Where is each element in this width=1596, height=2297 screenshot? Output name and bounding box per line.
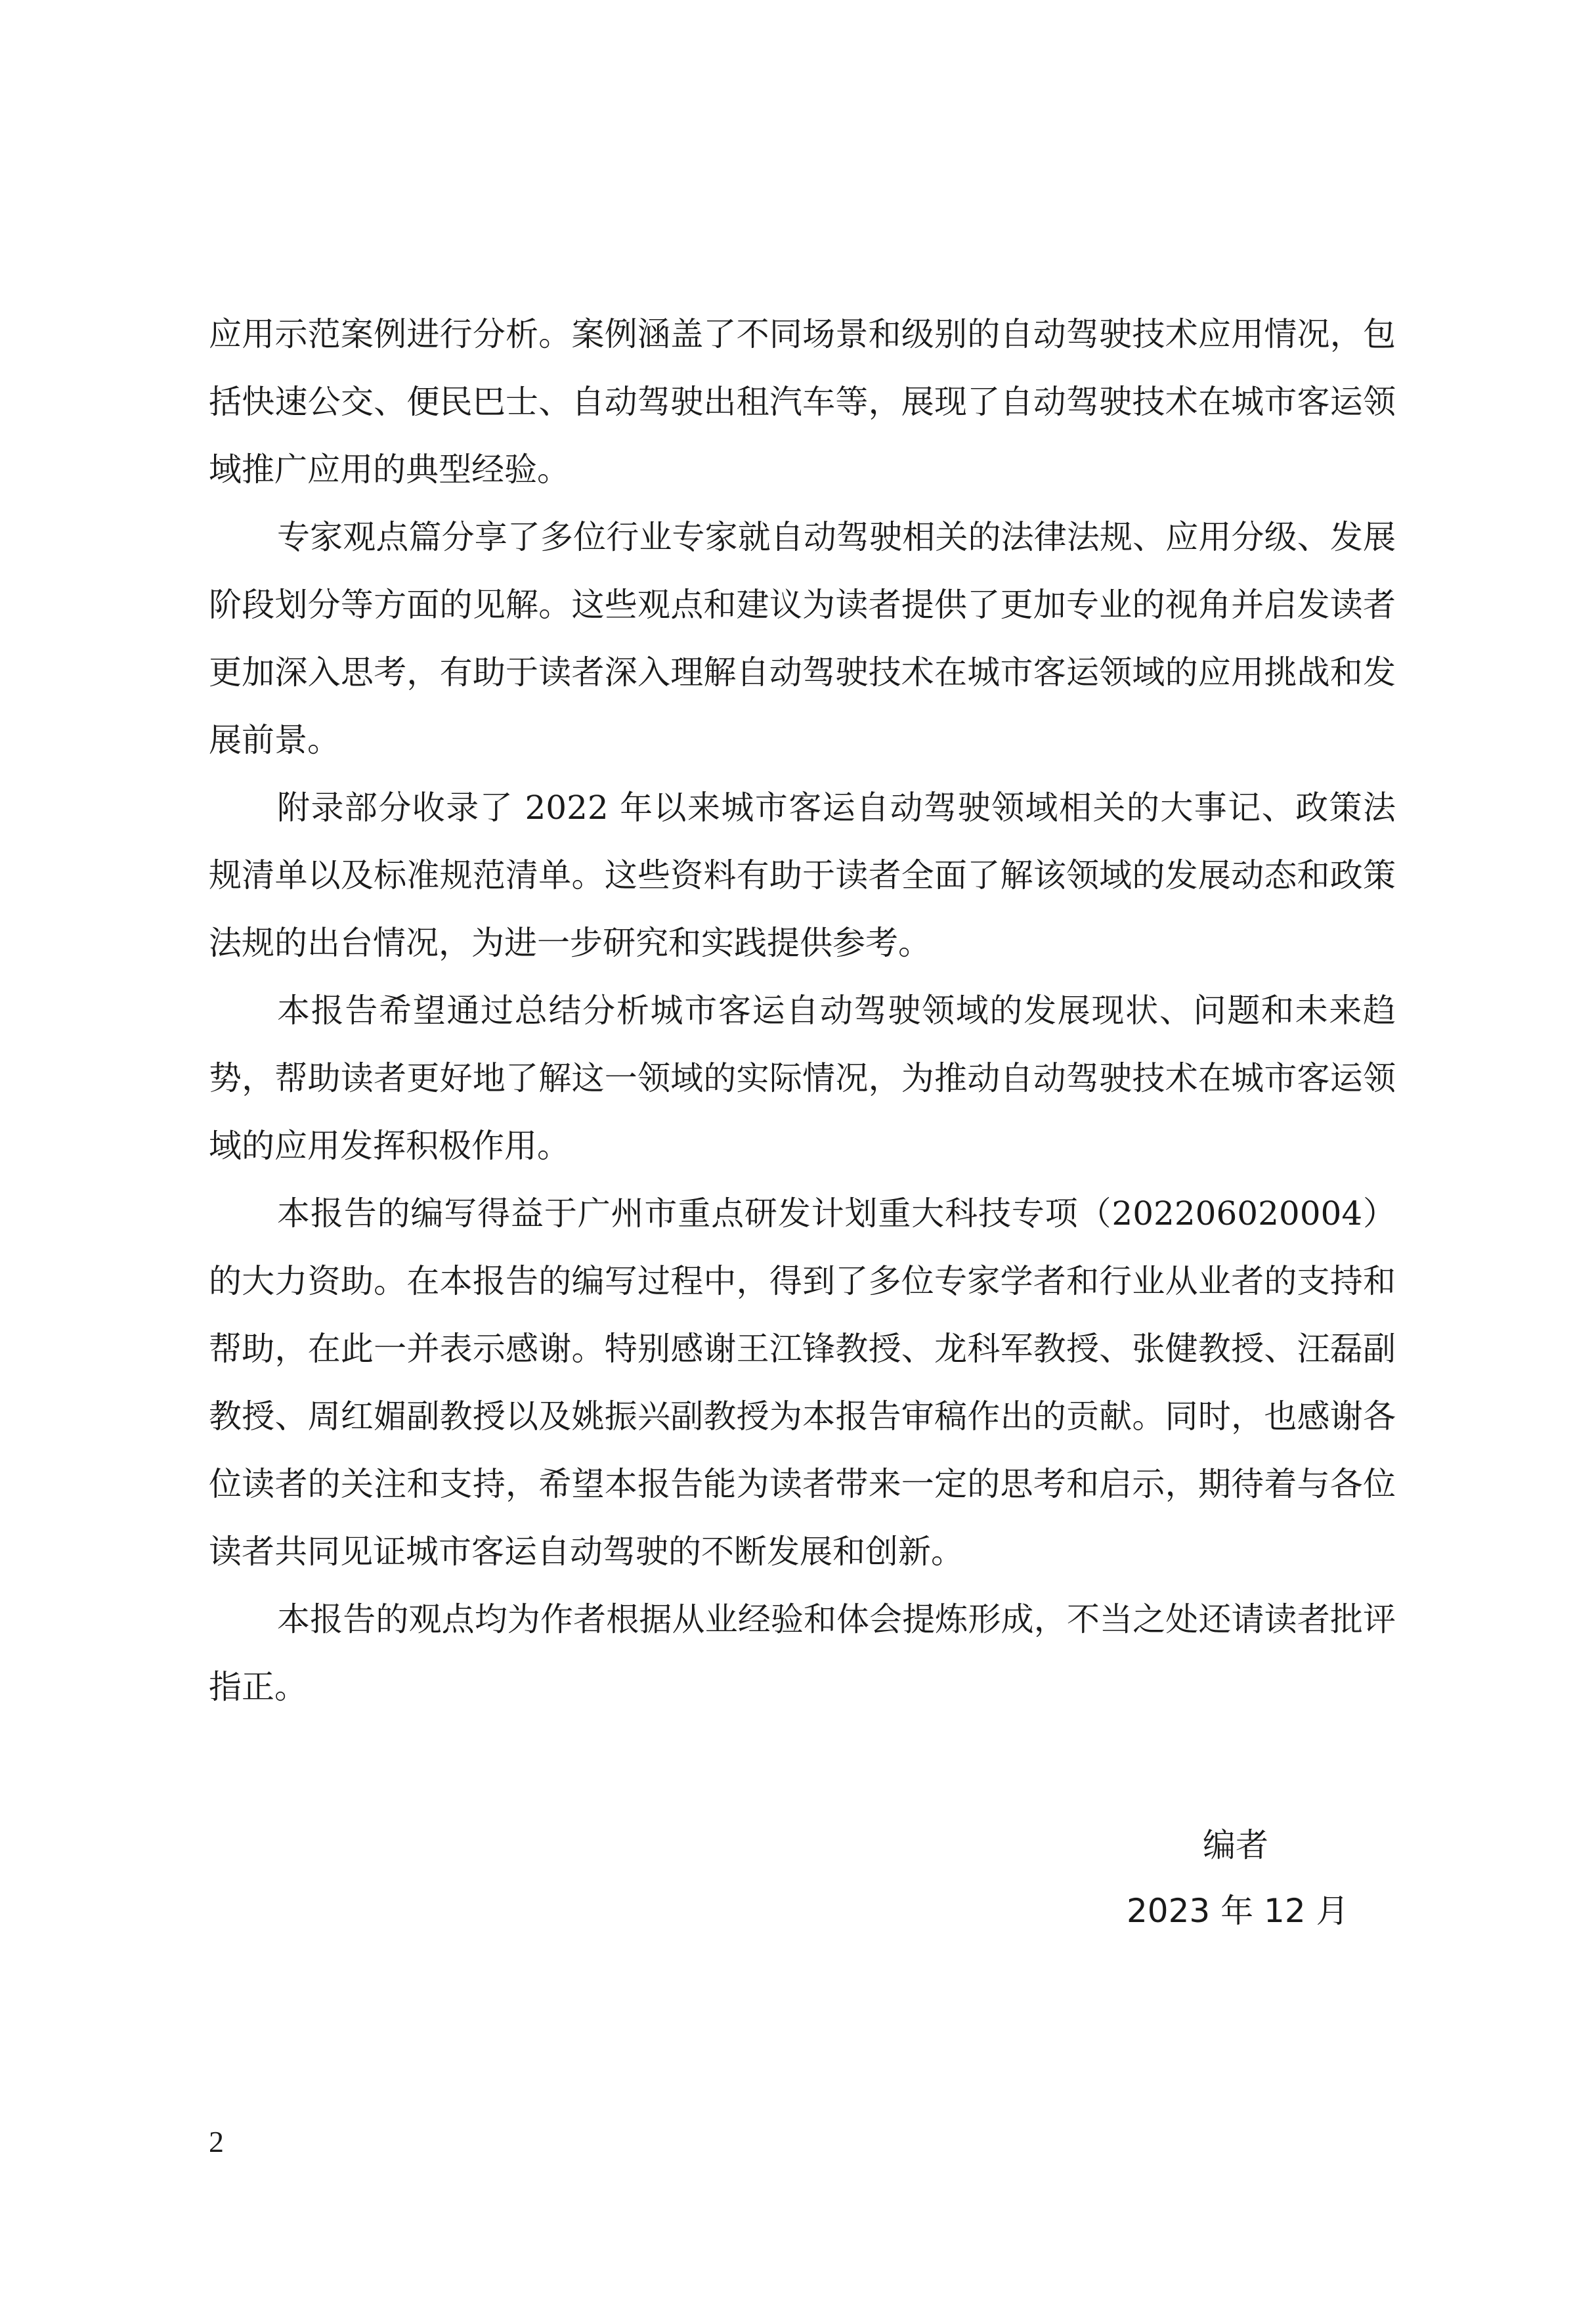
paragraph-case-analysis-continued: 应用示范案例进行分析。案例涵盖了不同场景和级别的自动驾驶技术应用情况，包括快速公交、便民巴士、自动驾驶出租汽车等，展现了自动驾驶技术在城市客运领域推广应用的典型经验。 xyxy=(209,315,1396,489)
signature-date: 2023 年 12 月 xyxy=(1127,1892,1349,1930)
paragraph-appendix: 附录部分收录了 2022 年以来城市客运自动驾驶领域相关的大事记、政策法规清单以及标准规范清单。这些资料有助于读者全面了解该领域的发展动态和政策法规的出台情况，为进一步研究和实践提供参考。 xyxy=(209,789,1396,962)
paragraph-expert-views: 专家观点篇分享了多位行业专家就自动驾驶相关的法律法规、应用分级、发展阶段划分等方面的见解。这些观点和建议为读者提供了更加专业的视角并启发读者更加深入思考，有助于读者深入理解自动驾驶技术在城市客运领域的应用挑战和发展前景。 xyxy=(209,518,1396,759)
page-number: 2 xyxy=(209,2125,224,2158)
paragraph-report-purpose: 本报告希望通过总结分析城市客运自动驾驶领域的发展现状、问题和未来趋势，帮助读者更好地了解这一领域的实际情况，为推动自动驾驶技术在城市客运领域的应用发挥积极作用。 xyxy=(209,992,1396,1165)
body-text xyxy=(209,301,1396,1721)
signature-editor: 编者 xyxy=(1203,1826,1268,1864)
paragraph-disclaimer: 本报告的观点均为作者根据从业经验和体会提炼形成，不当之处还请读者批评指正。 xyxy=(209,1600,1396,1706)
paragraph-acknowledgements: 本报告的编写得益于广州市重点研发计划重大科技专项（202206020004）的大力资助。在本报告的编写过程中，得到了多位专家学者和行业从业者的支持和帮助，在此一并表示感谢。特别感谢王江锋教授、龙科军教授、张健教授、汪磊副教授、周红媚副教授以及姚振兴副教授为本报告审稿作出的贡献。同时，也感谢各位读者的关注和支持，希望本报告能为读者带来一定的思考和启示，期待着与各位读者共同见证城市客运自动驾驶的不断发展和创新。 xyxy=(209,1194,1396,1571)
